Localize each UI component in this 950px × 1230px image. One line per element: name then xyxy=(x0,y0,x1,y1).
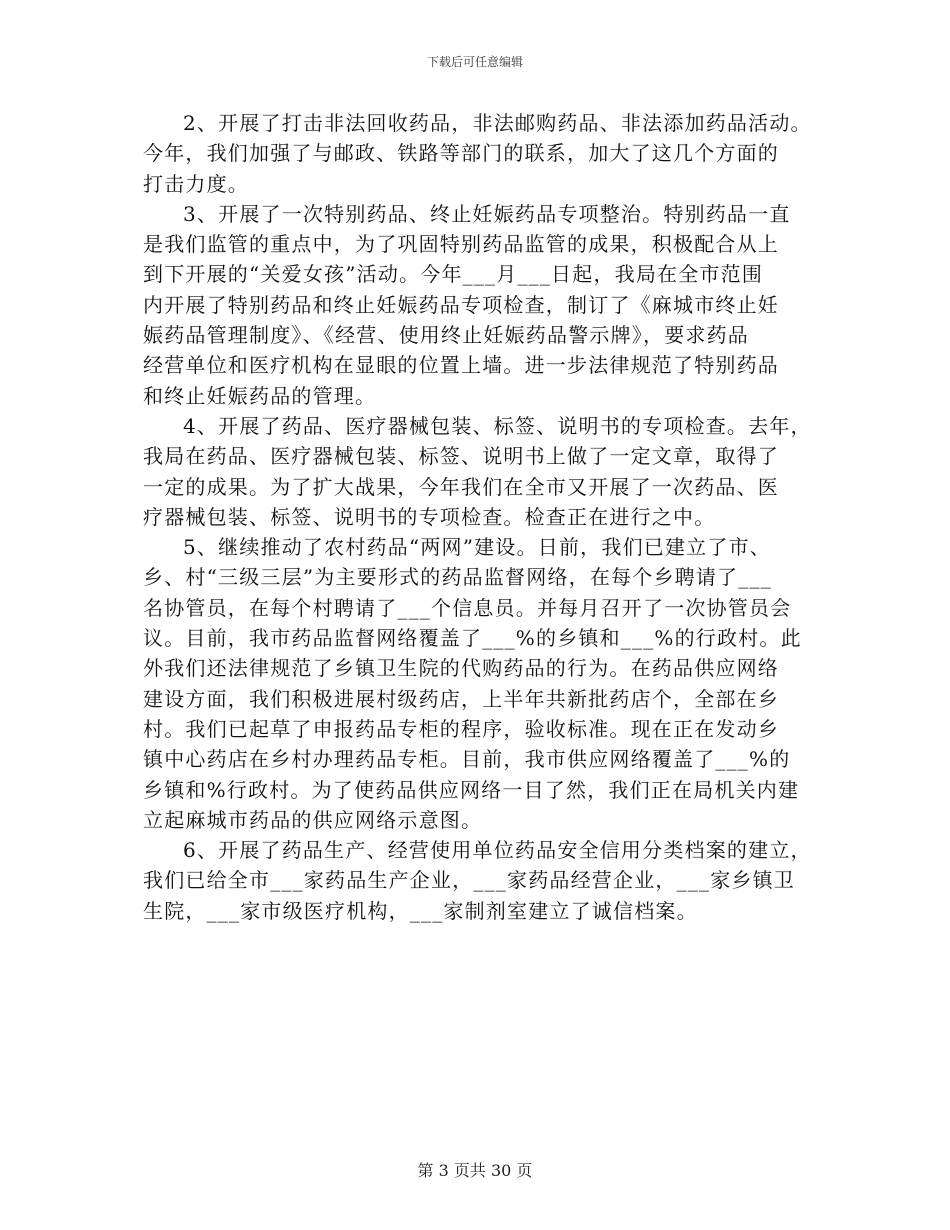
paragraph-line: 乡、村“三级三层”为主要形式的药品监督网络，在每个乡聘请了___ xyxy=(143,565,772,590)
paragraph-line: 今年，我们加强了与邮政、铁路等部门的联系，加大了这几个方面的 xyxy=(143,141,779,166)
paragraph-first-line: 2、开展了打击非法回收药品，非法邮购药品、非法添加药品活动。 xyxy=(183,111,812,135)
paragraph-line: 一定的成果。为了扩大战果，今年我们在全市又开展了一次药品、医 xyxy=(143,474,779,499)
paragraph-line: 生院，___家市级医疗机构，___家制剂室建立了诚信档案。 xyxy=(143,898,698,923)
paragraph-line: 建设方面，我们积极进展村级药店，上半年共新批药店个，全部在乡 xyxy=(143,686,779,711)
paragraph-line: 镇中心药店在乡村办理药品专柜。目前，我市供应网络覆盖了___%的 xyxy=(143,747,791,772)
document-body xyxy=(143,108,823,926)
paragraph-first-line: 4、开展了药品、医疗器械包装、标签、说明书的专项检查。去年， xyxy=(183,413,812,438)
paragraph-line: 乡镇和%行政村。为了使药品供应网络一目了然，我们正在局机关内建 xyxy=(143,777,800,802)
paragraph-line: 我局在药品、医疗器械包装、标签、说明书上做了一定文章，取得了 xyxy=(143,444,779,469)
paragraph-line: 立起麻城市药品的供应网络示意图。 xyxy=(143,807,483,832)
paragraph-line: 村。我们已起草了申报药品专柜的程序，验收标准。现在正在发动乡 xyxy=(143,716,779,741)
paragraph-line: 疗器械包装、标签、说明书的专项检查。检查正在进行之中。 xyxy=(143,504,716,529)
paragraph-line: 经营单位和医疗机构在显眼的位置上墙。进一步法律规范了特别药品 xyxy=(143,353,779,378)
page-header: 下载后可任意编辑 xyxy=(426,55,523,69)
paragraph-line: 外我们还法律规范了乡镇卫生院的代购药品的行为。在药品供应网络 xyxy=(143,656,779,681)
paragraph-line: 名协管员，在每个村聘请了___个信息员。并每月召开了一次协管员会 xyxy=(143,595,792,620)
paragraph-line: 是我们监管的重点中，为了巩固特别药品监管的成果，积极配合从上 xyxy=(143,232,779,257)
paragraph-line: 议。目前，我市药品监督网络覆盖了___%的乡镇和___%的行政村。此 xyxy=(143,626,802,651)
paragraph-line: 和终止妊娠药品的管理。 xyxy=(143,383,377,408)
paragraph-line: 内开展了特别药品和终止妊娠药品专项检查，制订了《麻城市终止妊 xyxy=(143,292,779,317)
paragraph-line: 娠药品管理制度》、《经营、使用终止妊娠药品警示牌》，要求药品 xyxy=(143,323,749,348)
paragraph-first-line: 6、开展了药品生产、经营使用单位药品安全信用分类档案的建立， xyxy=(183,838,812,863)
paragraph-line: 我们已给全市___家药品生产企业，___家药品经营企业，___家乡镇卫 xyxy=(143,868,795,893)
paragraph-first-line: 5、继续推动了农村药品“两网”建设。日前，我们已建立了市、 xyxy=(183,535,771,560)
paragraph-line: 到下开展的“关爱女孩”活动。今年___月___日起，我局在全市范围 xyxy=(143,262,764,287)
paragraph-line: 打击力度。 xyxy=(143,171,249,196)
paragraph-first-line: 3、开展了一次特别药品、终止妊娠药品专项整治。特别药品一直 xyxy=(183,201,791,226)
page-number: 第 3 页共 30 页 xyxy=(417,1161,533,1180)
